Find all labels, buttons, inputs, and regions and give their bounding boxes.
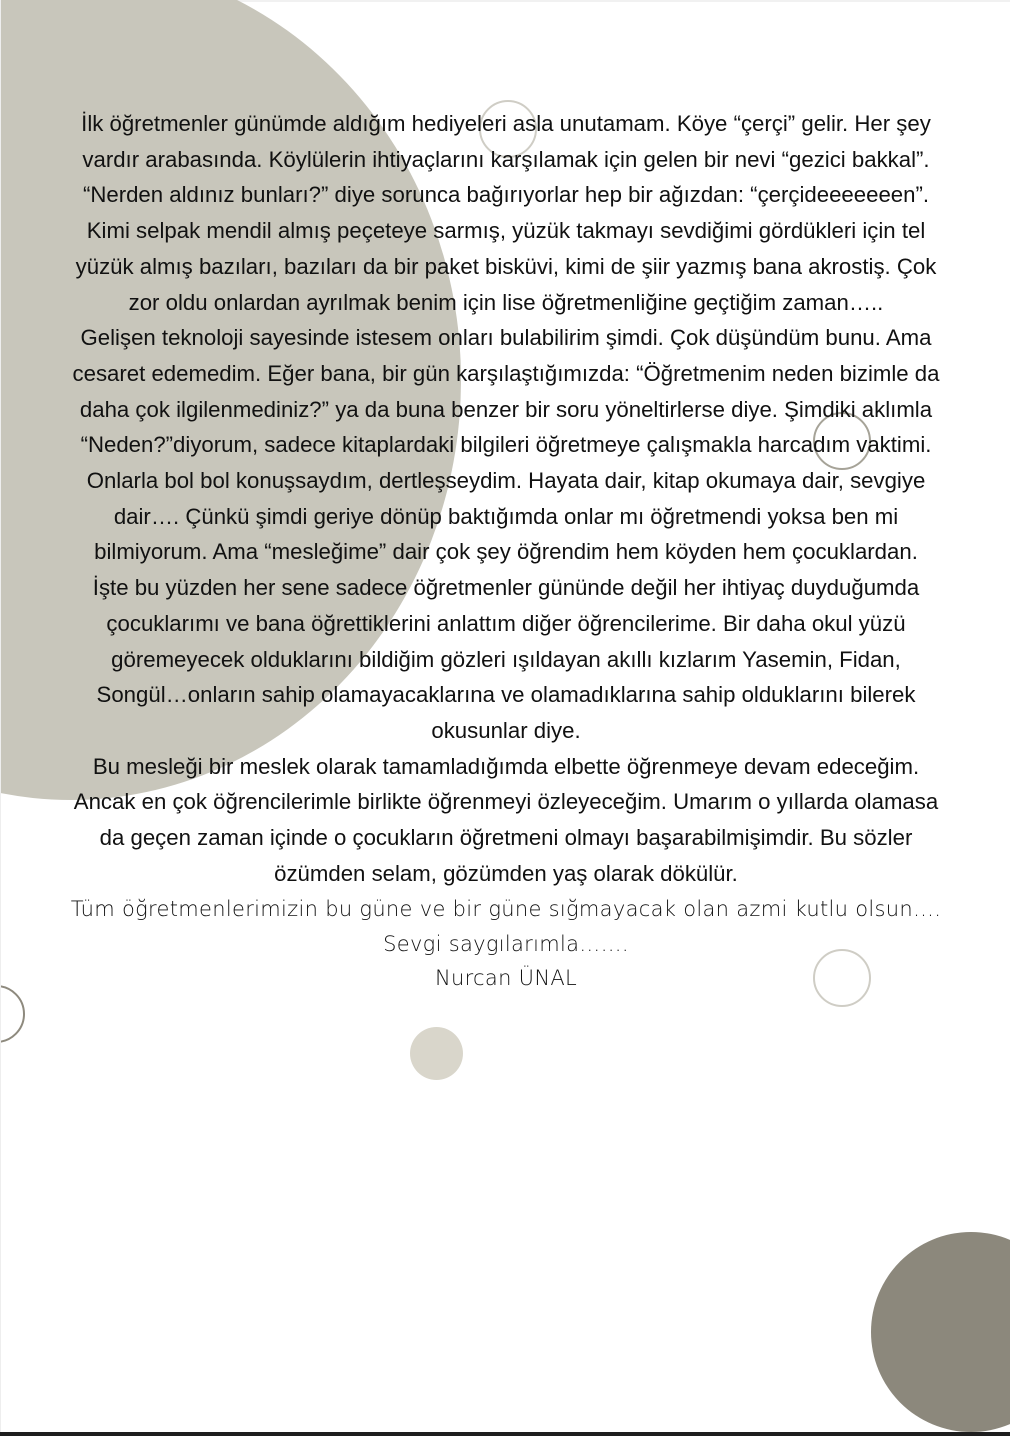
body-line: zor oldu onlardan ayrılmak benim için lise öğretmenliğine geçtiğim zaman…..	[128, 289, 884, 315]
body-line: “Neden?”diyorum, sadece kitaplardaki bilgileri öğretmeye çalışmakla harcadım vaktimi.	[80, 432, 932, 458]
body-line: “Nerden aldınız bunları?” diye sorunca bağırıyorlar hep bir ağızdan: “çerçideeeeeeen”.	[82, 182, 930, 208]
closing-salutation: Sevgi saygılarımla…….	[383, 931, 629, 956]
body-line: bilmiyorum. Ama “mesleğime” dair çok şey öğrendim hem köyden hem çocuklardan.	[94, 539, 918, 565]
body-line: Onlarla bol bol konuşsaydım, dertleşseydim. Hayata dair, kitap okumaya dair, sevgiye	[86, 468, 926, 494]
body-line: vardır arabasında. Köylülerin ihtiyaçlarını karşılamak için gelen bir nevi “gezici bakkal”.	[82, 146, 930, 172]
body-line: çocuklarımı ve bana öğrettiklerini anlattım diğer öğrencilerime. Bir daha okul yüzü	[106, 610, 906, 636]
body-line: da geçen zaman içinde o çocukların öğretmeni olmayı başarabilmişimdir. Bu sözler	[99, 825, 913, 851]
body-line: Ancak en çok öğrencilerimle birlikte öğrenmeyi özleyeceğim. Umarım o yıllarda olamasa	[73, 789, 939, 815]
body-line: yüzük almış bazıları, bazıları da bir paket bisküvi, kimi de şiir yazmış bana akrostiş. Çok	[75, 253, 937, 279]
body-line: okusunlar diye.	[431, 717, 581, 743]
closing-wish: Tüm öğretmenlerimizin bu güne ve bir güne sığmayacak olan azmi kutlu olsun….	[70, 897, 942, 921]
body-line: cesaret edemedim. Eğer bana, bir gün karşılaştığımızda: “Öğretmenim neden bizimle da	[72, 360, 940, 386]
body-line: özümden selam, gözümden yaş olarak dökülür.	[274, 860, 738, 886]
letter-closing	[1, 892, 1010, 996]
body-line: daha çok ilgilenmediniz?” ya da buna benzer bir soru yöneltirlerse diye. Şimdiki aklımla	[79, 396, 933, 422]
signature: Nurcan ÜNAL	[434, 966, 578, 990]
body-line: göremeyecek olduklarını bildiğim gözleri ışıldayan akıllı kızlarım Yasemin, Fidan,	[111, 646, 901, 672]
decorative-small-dot	[410, 1027, 463, 1080]
body-line: dair…. Çünkü şimdi geriye dönüp baktığımda onlar mı öğretmendi yoksa ben mi	[113, 503, 899, 529]
body-line: Gelişen teknoloji sayesinde istesem onları bulabilirim şimdi. Çok düşündüm bunu. Ama	[80, 325, 932, 351]
letter-body	[1, 106, 1010, 891]
body-line: İşte bu yüzden her sene sadece öğretmenler gününde değil her ihtiyaç duyduğumda	[92, 575, 920, 601]
body-line: Bu mesleği bir meslek olarak tamamladığımda elbette öğrenmeye devam edeceğim.	[92, 753, 920, 779]
body-line: Songül…onların sahip olamayacaklarına ve olamadıklarına sahip olduklarını bilerek	[96, 682, 916, 708]
body-line: Kimi selpak mendil almış peçeteye sarmış, yüzük takmayı sevdiğimi gördükleri için tel	[86, 218, 926, 244]
decorative-dark-circle	[871, 1232, 1010, 1432]
bottom-border	[0, 1432, 1010, 1436]
body-line: İlk öğretmenler günümde aldığım hediyeleri asla unutamam. Köye “çerçi” gelir. Her şey	[81, 111, 931, 136]
